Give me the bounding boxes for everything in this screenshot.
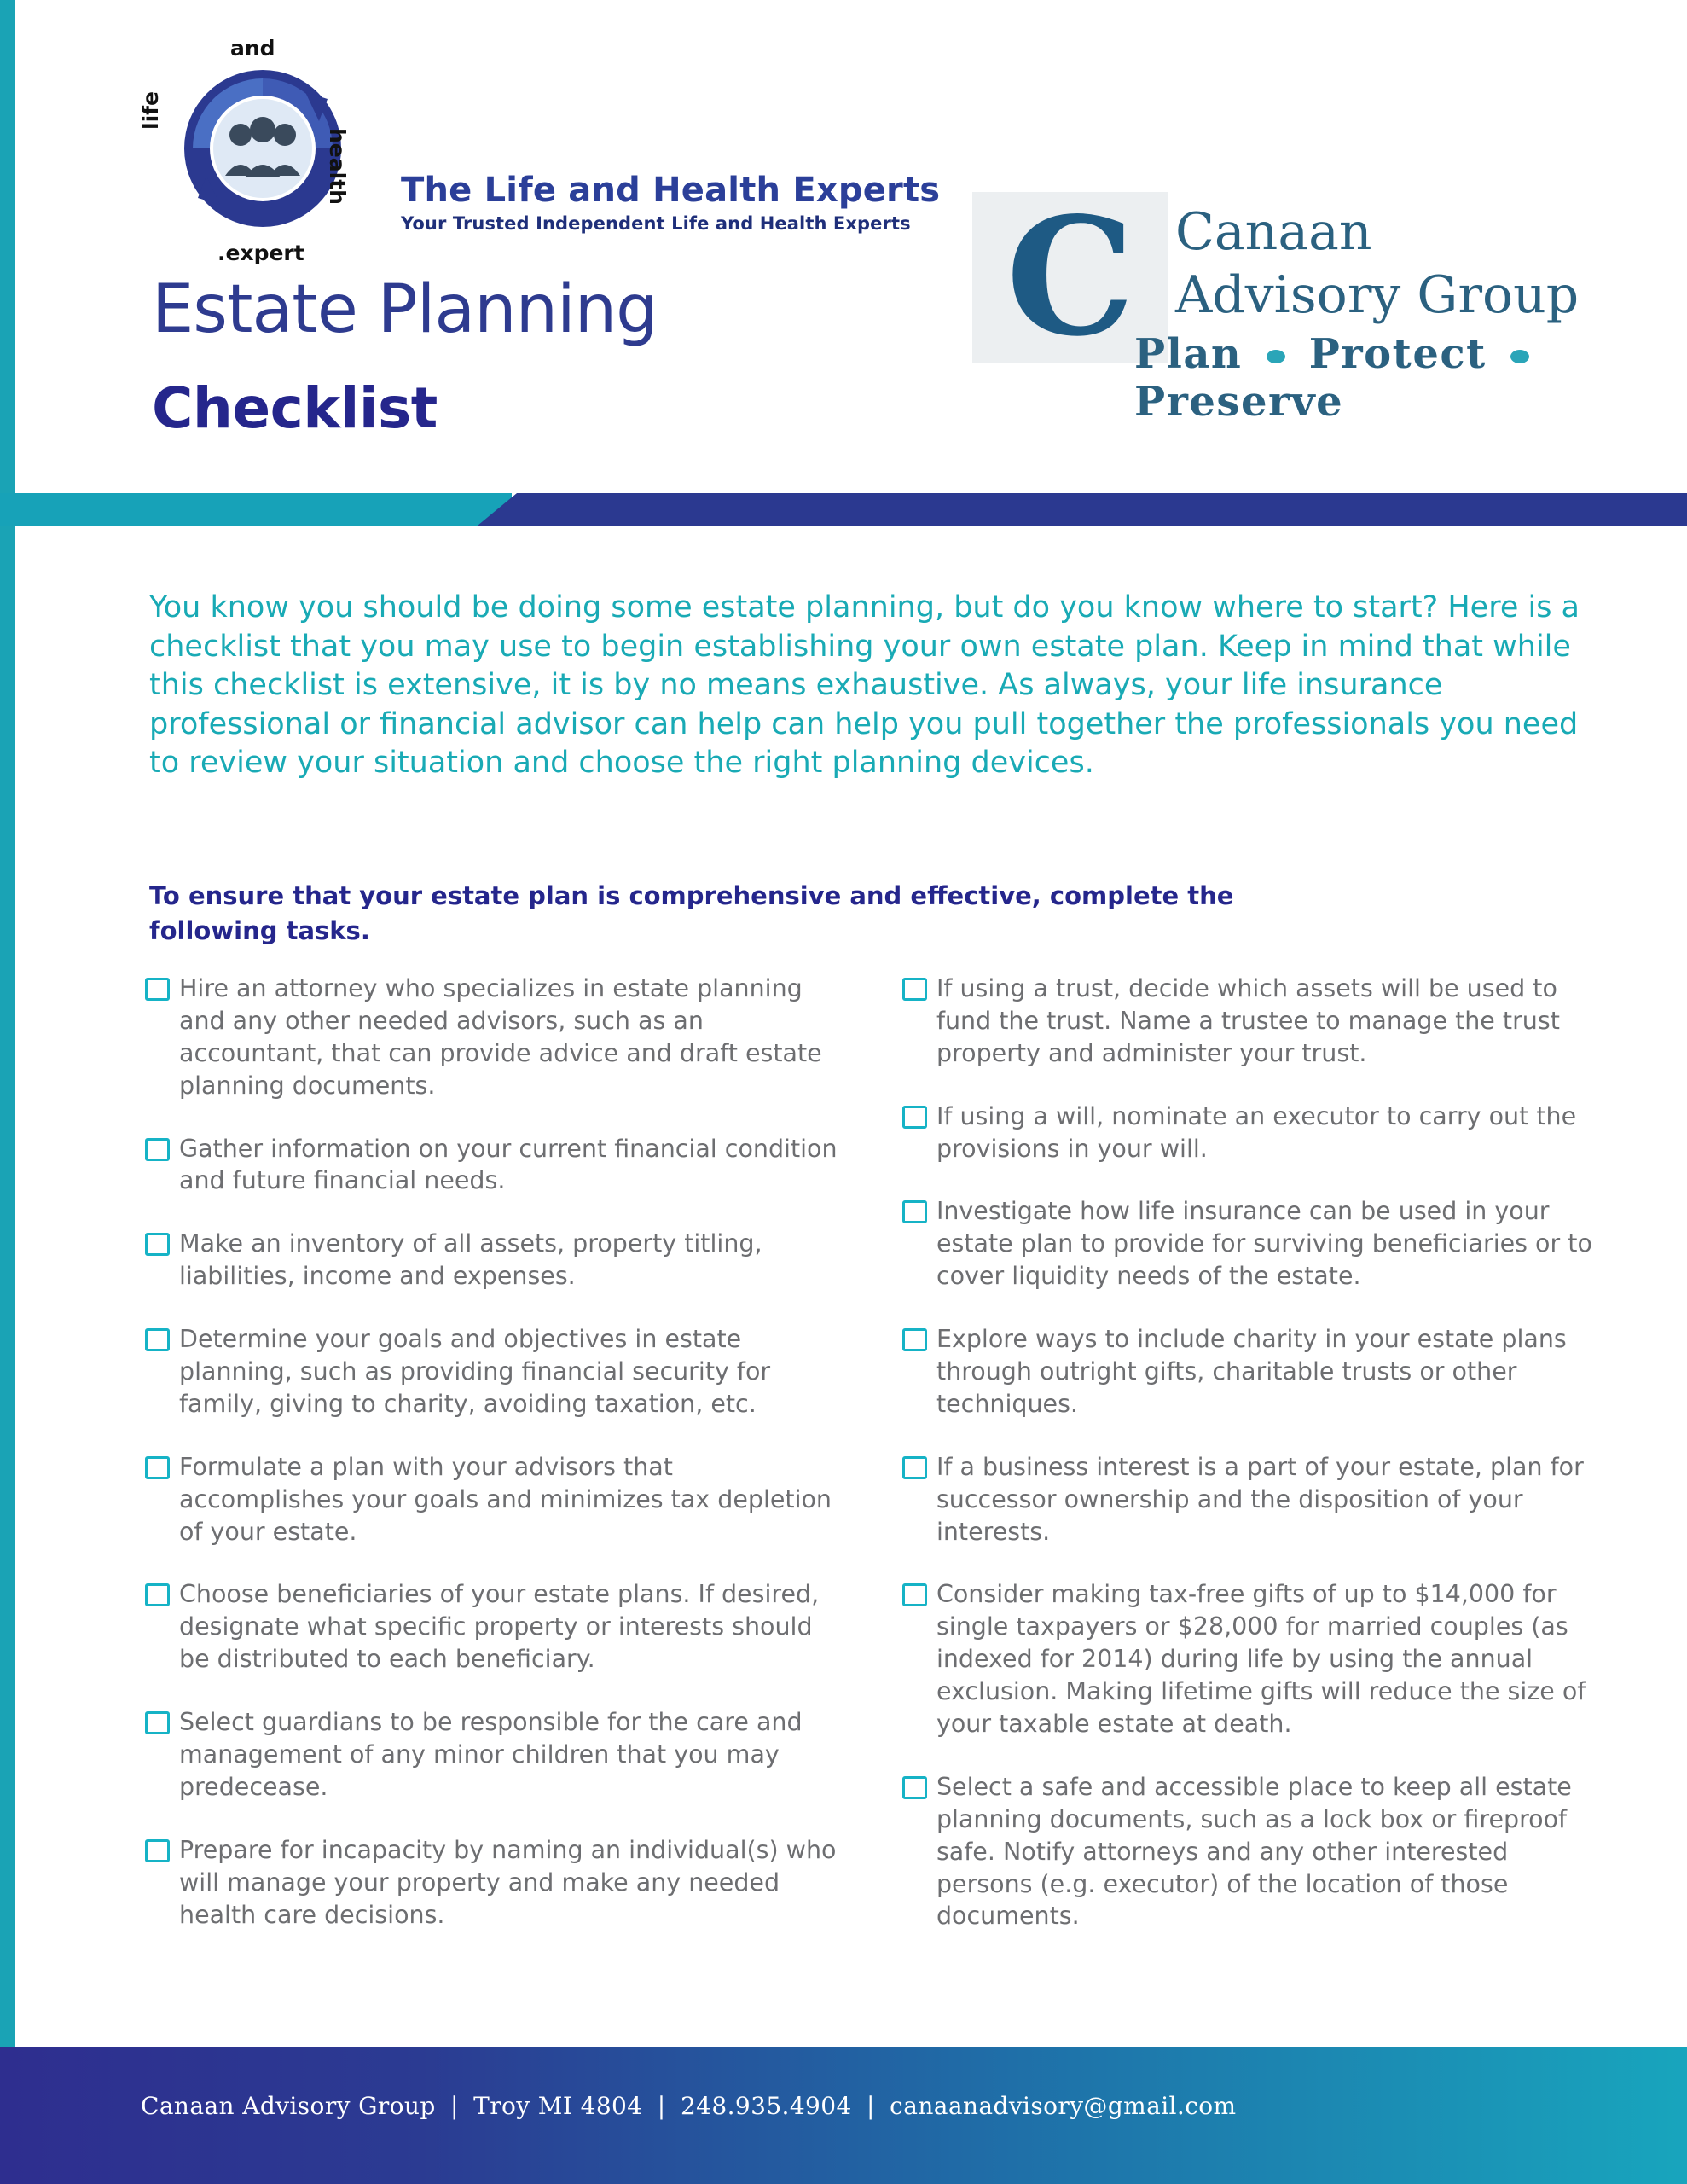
page-title-line2: Checklist: [152, 375, 438, 441]
tagline-preserve: Preserve: [1134, 378, 1344, 426]
checkbox-icon[interactable]: [145, 1456, 167, 1477]
footer-address: Troy MI 4804: [473, 2092, 643, 2120]
checklist-item-label: Formulate a plan with your advisors that accomplishes your goals and minimizes tax depletion of your estate.: [179, 1452, 832, 1546]
checkbox-icon[interactable]: [145, 978, 167, 998]
checkbox-icon[interactable]: [902, 1106, 925, 1126]
canaan-monogram-letter: C: [1006, 182, 1135, 372]
tagline-protect: Protect: [1308, 330, 1487, 378]
checklist-item[interactable]: [145, 1228, 844, 1292]
checklist-item-label: If using a trust, decide which assets will be used to fund the trust. Name a trustee to manage the trust property and administer your trust.: [936, 974, 1560, 1067]
checklist-item[interactable]: [902, 1101, 1595, 1165]
checkbox-icon[interactable]: [902, 1776, 925, 1797]
checklist-item[interactable]: [145, 1706, 844, 1804]
circular-arrows-icon: [177, 63, 348, 234]
checklist-item-label: If using a will, nominate an executor to carry out the provisions in your will.: [936, 1101, 1577, 1163]
checklist-item-label: Determine your goals and objectives in estate planning, such as providing financial security for family, giving to charity, avoiding taxation, etc.: [179, 1325, 771, 1418]
checklist-columns: [145, 973, 1595, 1963]
checklist-column-left: [145, 973, 844, 1963]
canaan-name-line1: Canaan: [1175, 202, 1372, 262]
checkbox-icon[interactable]: [902, 1200, 925, 1221]
checkbox-icon[interactable]: [145, 1583, 167, 1604]
footer-email[interactable]: canaanadvisory@gmail.com: [890, 2092, 1237, 2120]
document-footer: [0, 2048, 1687, 2184]
checklist-item-label: Make an inventory of all assets, property titling, liabilities, income and expenses.: [179, 1229, 762, 1291]
checklist-item[interactable]: [902, 1451, 1595, 1548]
footer-contact-line: [141, 2092, 1237, 2120]
checkbox-icon[interactable]: [145, 1138, 167, 1159]
checkbox-icon[interactable]: [902, 1456, 925, 1477]
canaan-advisory-group-logo: [972, 183, 1646, 448]
canaan-name-line2: Advisory Group: [1175, 265, 1580, 325]
checklist-item[interactable]: [145, 1578, 844, 1676]
checklist-column-right: [896, 973, 1595, 1963]
checklist-item[interactable]: [902, 1323, 1595, 1420]
checklist-item[interactable]: [902, 1578, 1595, 1740]
logo-word-health: health: [325, 128, 350, 205]
tagline-plan: Plan: [1134, 330, 1243, 378]
page-title-line1: Estate Planning: [152, 271, 658, 348]
footer-separator-2: |: [657, 2092, 666, 2120]
footer-separator-1: |: [450, 2092, 459, 2120]
checklist-item-label: Select guardians to be responsible for the care and management of any minor children that you may predecease.: [179, 1708, 803, 1801]
checkbox-icon[interactable]: [145, 1233, 167, 1253]
checklist-item[interactable]: [145, 1834, 844, 1931]
checklist-item-label: Select a safe and accessible place to keep all estate planning documents, such as a lock box or fireproof safe. Notify attorneys and any other interested persons (e.g. executor) of the location of those documents.: [936, 1772, 1572, 1931]
checklist-item[interactable]: [145, 1133, 844, 1198]
lh-subtitle: Your Trusted Independent Life and Health Experts: [401, 213, 911, 234]
checklist-item[interactable]: [902, 1195, 1595, 1292]
checkbox-icon[interactable]: [145, 1328, 167, 1349]
life-and-health-expert-logo: [136, 36, 392, 265]
checklist-item-label: Explore ways to include charity in your estate plans through outright gifts, charitable trusts or other techniques.: [936, 1325, 1567, 1418]
band-teal-segment: [0, 493, 512, 526]
canaan-tagline: [1134, 330, 1646, 426]
document-header: [0, 0, 1687, 495]
life-health-experts-wordmark: [401, 171, 940, 234]
footer-company: Canaan Advisory Group: [141, 2092, 436, 2120]
logo-word-and: and: [230, 36, 275, 61]
checklist-item[interactable]: [145, 1451, 844, 1548]
tagline-dot-icon-2: [1510, 350, 1529, 363]
checklist-item-label: If a business interest is a part of your estate, plan for successor ownership and the disposition of your interests.: [936, 1452, 1584, 1546]
lh-title: The Life and Health Experts: [401, 171, 941, 210]
intro-paragraph: You know you should be doing some estate planning, but do you know where to start? Here is a checklist that you may use to begin establishing your own estate plan. Keep in mind that while this checklist is extensive, it is by no means exhaustive. As always, your life insurance professional or financial advisor can help can help you pull together the professionals you need to review your situation and choose the right planning devices.: [149, 590, 1580, 780]
checkbox-icon[interactable]: [902, 978, 925, 998]
checklist-item-label: Choose beneficiaries of your estate plans. If desired, designate what specific property or interests should be distributed to each beneficiary.: [179, 1580, 820, 1674]
tagline-dot-icon: [1267, 350, 1285, 363]
checklist-item-label: Prepare for incapacity by naming an individual(s) who will manage your property and make any needed health care decisions.: [179, 1835, 837, 1929]
checkbox-icon[interactable]: [145, 1711, 167, 1732]
checklist-item-label: Consider making tax-free gifts of up to $14,000 for single taxpayers or $28,000 for married couples (as indexed for 2014) during life by using the annual exclusion. Making lifetime gifts will reduce the size of your taxable estate at death.: [936, 1580, 1586, 1739]
checklist-item-label: Hire an attorney who specializes in estate planning and any other needed advisors, such as an accountant, that can provide advice and draft estate planning documents.: [179, 974, 822, 1100]
checkbox-icon[interactable]: [902, 1583, 925, 1604]
checkbox-icon[interactable]: [902, 1328, 925, 1349]
logo-word-life: life: [138, 91, 163, 130]
section-subheading: To ensure that your estate plan is comprehensive and effective, complete the following tasks.: [149, 881, 1234, 946]
footer-separator-3: |: [867, 2092, 875, 2120]
footer-phone[interactable]: 248.935.4904: [680, 2092, 852, 2120]
checklist-item-label: Gather information on your current financial condition and future financial needs.: [179, 1134, 838, 1195]
header-divider-band: [0, 493, 1687, 526]
checklist-item[interactable]: [145, 1323, 844, 1420]
band-navy-segment: [478, 493, 1687, 526]
logo-word-expert: .expert: [217, 241, 304, 265]
checklist-item[interactable]: [145, 973, 844, 1102]
checklist-item[interactable]: [902, 1771, 1595, 1932]
checklist-item-label: Investigate how life insurance can be used in your estate plan to provide for surviving beneficiaries or to cover liquidity needs of the estate.: [936, 1197, 1592, 1291]
checkbox-icon[interactable]: [145, 1839, 167, 1860]
checklist-item[interactable]: [902, 973, 1595, 1070]
